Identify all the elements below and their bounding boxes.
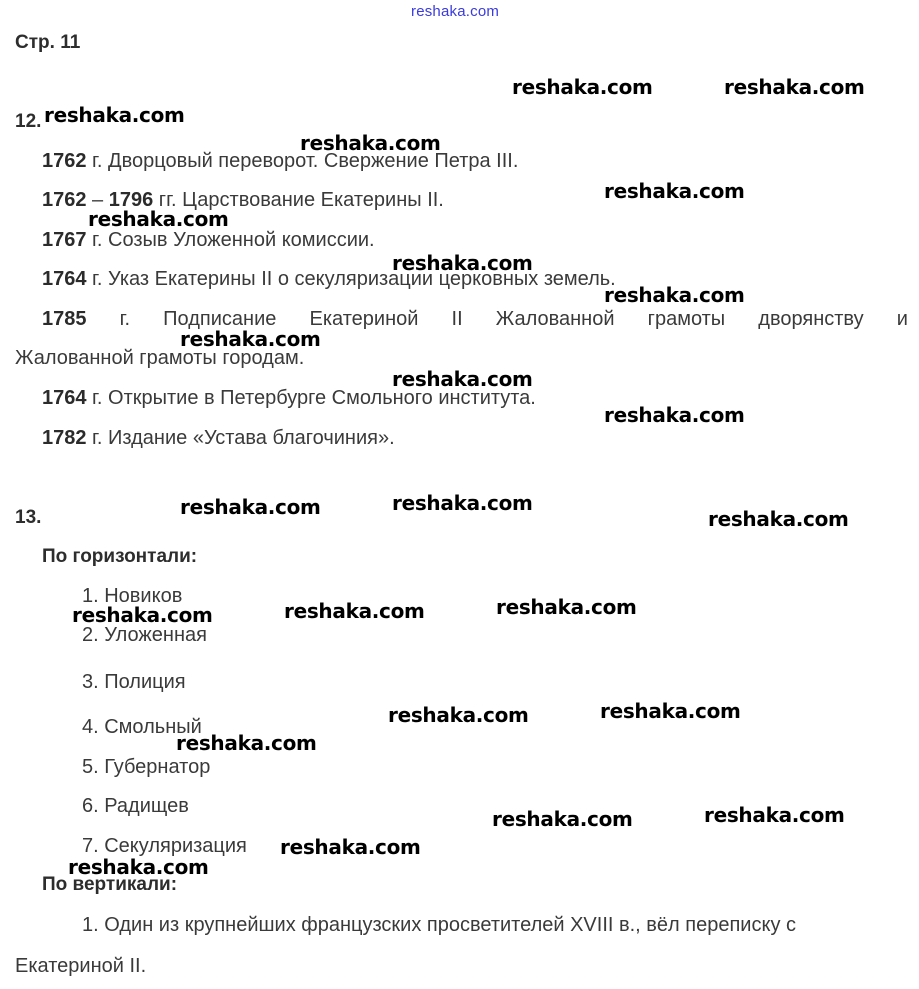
watermark: reshaka.com bbox=[600, 699, 741, 723]
task-13-number: 13. bbox=[15, 507, 42, 528]
vertical-item-1: 1. Один из крупнейших французских просветителей XVIII в., вёл переписку с bbox=[82, 914, 797, 936]
event-line-7 bbox=[42, 427, 395, 450]
answer-item: 1. Новиков bbox=[82, 585, 183, 607]
watermark: reshaka.com bbox=[392, 251, 533, 275]
event-year: 1762 bbox=[42, 150, 87, 172]
watermark: reshaka.com bbox=[300, 131, 441, 155]
event-year: 1762 bbox=[42, 189, 87, 211]
answer-item: 3. Полиция bbox=[82, 671, 186, 693]
event-year: 1764 bbox=[42, 387, 87, 409]
watermark: reshaka.com bbox=[68, 855, 209, 879]
watermark: reshaka.com bbox=[724, 75, 865, 99]
event-word: и bbox=[896, 308, 908, 330]
watermark: reshaka.com bbox=[708, 507, 849, 531]
event-text: гг. Царствование Екатерины II. bbox=[153, 189, 444, 211]
watermark: reshaka.com bbox=[72, 603, 213, 627]
vertical-heading: По вертикали: bbox=[42, 874, 178, 895]
watermark: reshaka.com bbox=[176, 731, 317, 755]
event-text: г. Дворцовый переворот. Свержение Петра III. bbox=[86, 150, 519, 172]
watermark: reshaka.com bbox=[180, 327, 321, 351]
watermark: reshaka.com bbox=[392, 491, 533, 515]
answer-item: 5. Губернатор bbox=[82, 756, 211, 778]
event-word: дворянству bbox=[758, 308, 864, 330]
answer-item: 7. Секуляризация bbox=[82, 835, 247, 857]
event-word: грамоты bbox=[647, 308, 726, 330]
event-line-1 bbox=[42, 150, 518, 173]
event-year: 1764 bbox=[42, 268, 87, 290]
watermark: reshaka.com bbox=[280, 835, 421, 859]
event-word: II bbox=[451, 308, 463, 330]
watermark: reshaka.com bbox=[284, 599, 425, 623]
event-dash: – bbox=[86, 189, 109, 211]
watermark: reshaka.com bbox=[512, 75, 653, 99]
event-word: Екатериной bbox=[309, 308, 419, 330]
watermark: reshaka.com bbox=[604, 403, 745, 427]
answer-item: 2. Уложенная bbox=[82, 624, 207, 646]
watermark: reshaka.com bbox=[704, 803, 845, 827]
site-link[interactable]: reshaka.com bbox=[411, 3, 500, 20]
event-text: г. Издание «Устава благочиния». bbox=[86, 427, 395, 449]
watermark: reshaka.com bbox=[88, 207, 229, 231]
watermark: reshaka.com bbox=[392, 367, 533, 391]
watermark: reshaka.com bbox=[604, 179, 745, 203]
watermark: reshaka.com bbox=[492, 807, 633, 831]
answer-item: 4. Смольный bbox=[82, 716, 202, 738]
event-line-3 bbox=[42, 229, 375, 252]
event-text: г. Открытие в Петербурге Смольного института. bbox=[86, 387, 536, 409]
event-year: 1785 bbox=[42, 308, 87, 330]
event-word: г. bbox=[119, 308, 131, 330]
answer-item: 6. Радищев bbox=[82, 795, 189, 817]
event-line-5 bbox=[42, 308, 908, 331]
task-12-number: 12. bbox=[15, 111, 42, 132]
event-text: г. Созыв Уложенной комиссии. bbox=[86, 229, 375, 251]
event-word: Подписание bbox=[163, 308, 277, 330]
watermark: reshaka.com bbox=[44, 103, 185, 127]
event-year-end: 1796 bbox=[108, 189, 154, 211]
event-year: 1782 bbox=[42, 427, 87, 449]
event-line-5-continuation: Жалованной грамоты городам. bbox=[15, 347, 305, 369]
horizontal-heading: По горизонтали: bbox=[42, 546, 198, 567]
event-year: 1767 bbox=[42, 229, 87, 251]
watermark: reshaka.com bbox=[388, 703, 529, 727]
watermark: reshaka.com bbox=[180, 495, 321, 519]
page-label: Стр. 11 bbox=[15, 32, 81, 53]
event-word: Жалованной bbox=[495, 308, 615, 330]
vertical-item-1-continuation: Екатериной II. bbox=[15, 955, 147, 977]
watermark: reshaka.com bbox=[604, 283, 745, 307]
watermark: reshaka.com bbox=[496, 595, 637, 619]
event-text: г. Указ Екатерины II о секуляризации церковных земель. bbox=[86, 268, 616, 290]
